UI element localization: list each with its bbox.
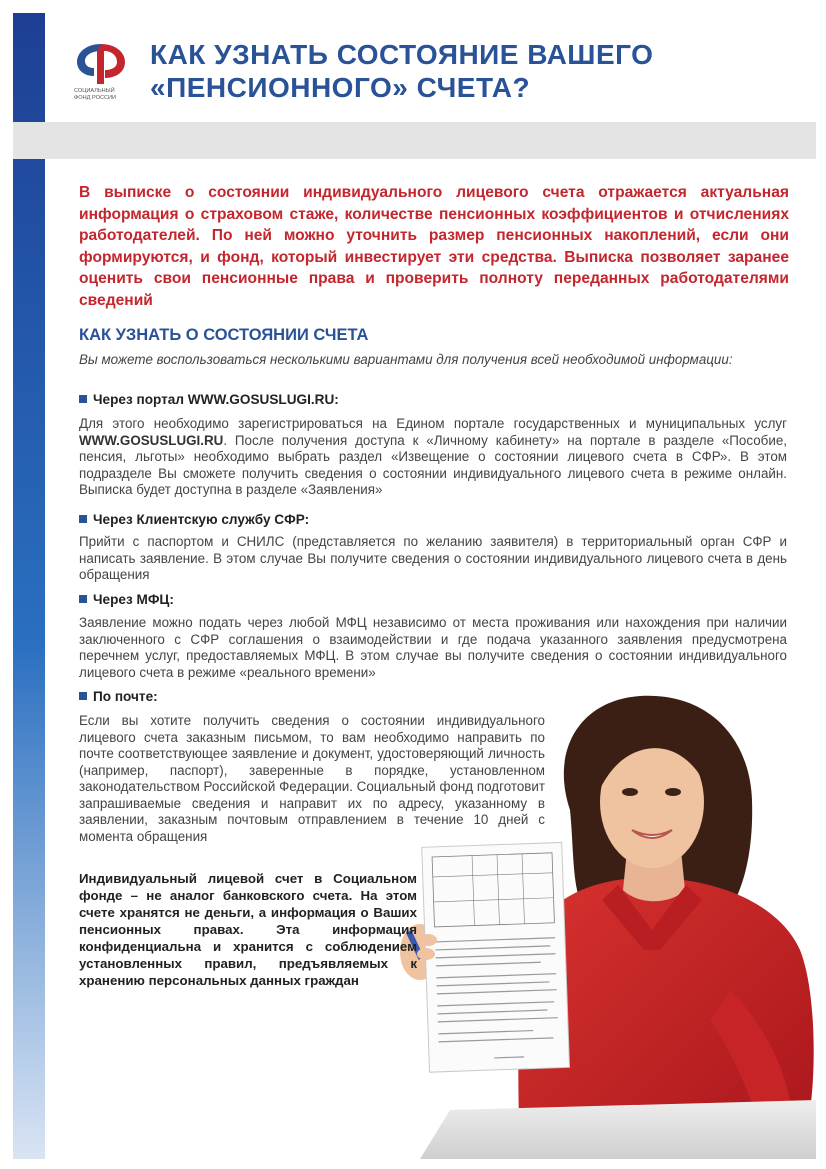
item-text-mfc: Заявление можно подать через любой МФЦ независимо от места проживания или нахождения при наличии заключенного с СФР соглашения о взаимодействии и где подача указанного заявления предусмотрена перечнем услуг, предоставляемых МФЦ. В этом случае вы получите сведения о состоянии индивидуального лицевого счета в режиме «реального времени» (79, 615, 787, 680)
bullet-square-icon (79, 692, 87, 700)
section-heading: КАК УЗНАТЬ О СОСТОЯНИИ СЧЕТА (79, 326, 369, 344)
header-divider-band (13, 122, 816, 159)
intro-text: Вы можете воспользоваться несколькими вариантами для получения всей необходимой информации: (79, 352, 733, 367)
item-heading-client-service: Через Клиентскую службу СФР: (79, 512, 309, 527)
sfr-logo-icon (74, 40, 128, 86)
item-text-portal: Для этого необходимо зарегистрироваться на Едином портале государственных и муниципальных услуг WWW.GOSUSLUGI.RU. После получения доступа к «Личному кабинету» на портале в разделе «Пособие, пенсия, льготы» необходимо выбрать раздел «Извещение о состоянии лицевого счета в СФР». В этом подразделе Вы сможете получить сведения о состоянии индивидуального лицевого счета в режиме онлайн. Выписка будет доступна в разделе «Заявления» (79, 416, 787, 497)
woman-holding-document-photo (380, 690, 816, 1159)
note-paragraph: Индивидуальный лицевой счет в Социальном фонде – не аналог банковского счета. На этом счете хранятся не деньги, а информация о Ваших пенсионных правах. Эта информация конфиденциальна и хранится с соблюдением установленных правил, предъявляемых к хранению персональных данных граждан (79, 871, 417, 988)
item-heading-portal: Через портал WWW.GOSUSLUGI.RU: (79, 392, 339, 407)
item-text-mail: Если вы хотите получить сведения о состоянии индивидуального лицевого счета заказным письмом, то вам необходимо направить по почте соответствующее заявление и документ, удостоверяющий личность (например, паспорт), заверенные в порядке, установленном законодательством Российской Федерации. Социальный фонд подготовит запрашиваемые сведения и направит их по адресу, указанному в заявлении, заказным почтовым отправлением в течение 10 дней с момента обращения (79, 713, 545, 844)
page-title: КАК УЗНАТЬ СОСТОЯНИЕ ВАШЕГО «ПЕНСИОННОГО» СЧЕТА? (150, 39, 654, 103)
sfr-logo (74, 40, 134, 101)
lead-paragraph: В выписке о состоянии индивидуального лицевого счета отражается актуальная информация о страховом стаже, количестве пенсионных коэффициентов и отчислениях работодателей. По ней можно уточнить размер пенсионных накоплений, если они формируются, и фонд, который инвестирует эти средства. Выписка позволяет заранее оценить свои пенсионные права и проверить полноту переданных работодателями сведений (79, 184, 789, 309)
item-heading-mfc: Через МФЦ: (79, 592, 174, 607)
bullet-square-icon (79, 595, 87, 603)
bullet-square-icon (79, 395, 87, 403)
item-text-client-service: Прийти с паспортом и СНИЛС (представляется по желанию заявителя) в территориальный орган СФР и написать заявление. В этом случае Вы получите сведения о состоянии индивидуального лицевого счета в день обращения (79, 534, 787, 582)
side-accent-bar (13, 13, 45, 1159)
item-heading-mail: По почте: (79, 689, 158, 704)
org-name: СОЦИАЛЬНЫЙ ФОНД РОССИИ (74, 88, 117, 101)
bullet-square-icon (79, 515, 87, 523)
